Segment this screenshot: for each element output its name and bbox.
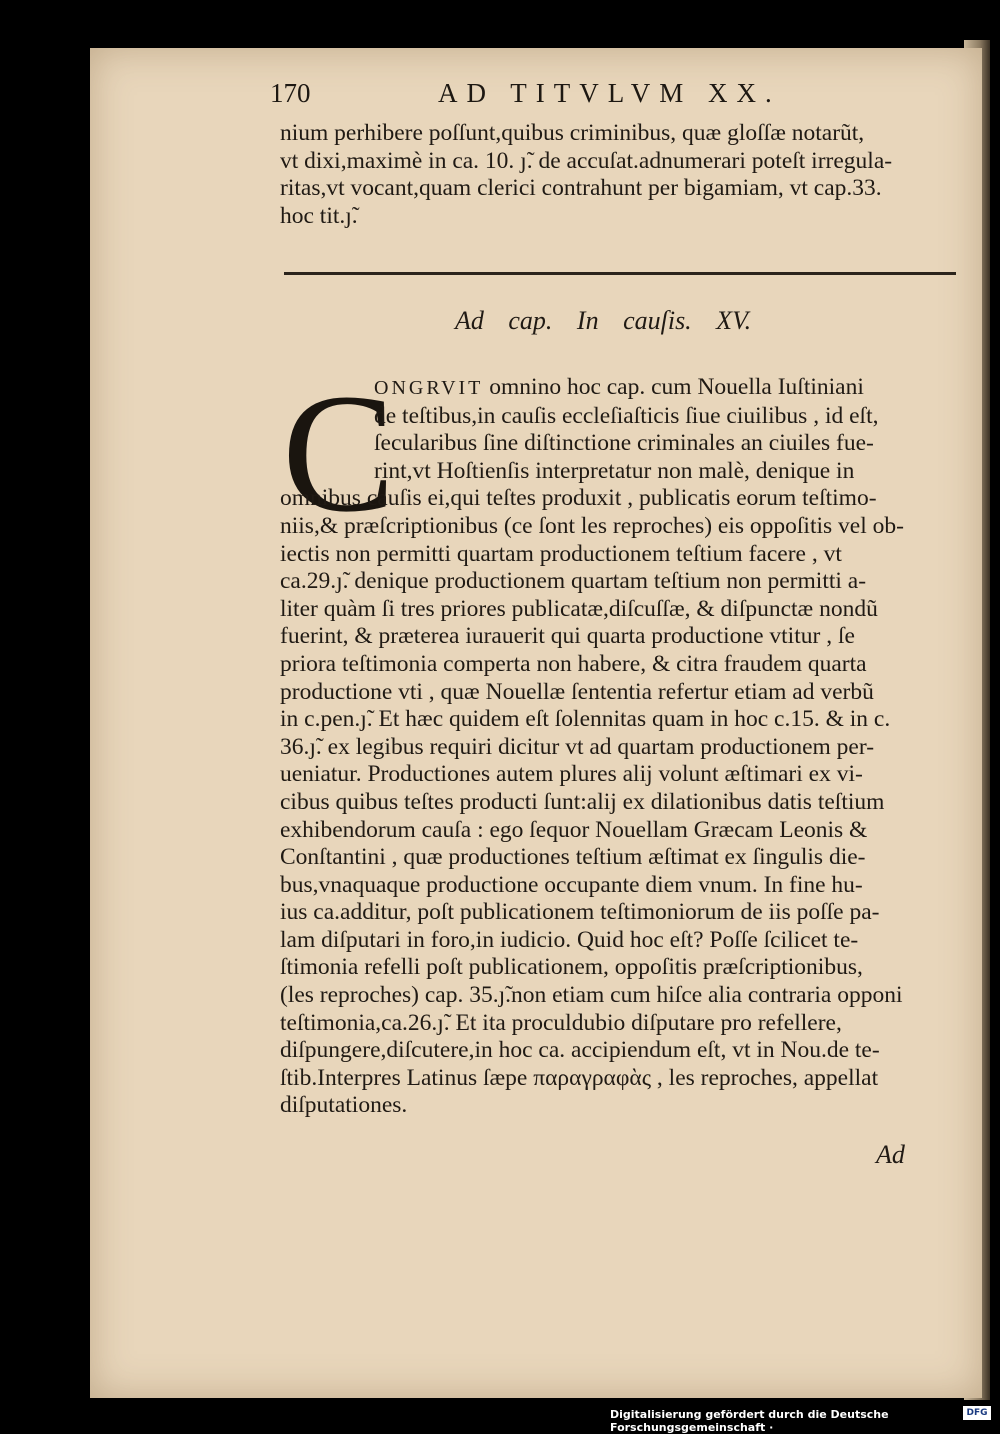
text-line: hoc tit.ȷ̃. xyxy=(280,202,358,229)
top-paragraph xyxy=(280,120,970,230)
text-line xyxy=(280,374,970,403)
text-line: 36.ȷ̃. ex legibus requiri dicitur vt ad quartam productionem per- xyxy=(280,733,875,760)
text-line: rint,vt Hoſtienſis interpretatur non malè, denique in xyxy=(374,457,855,484)
text-line: productione vti , quæ Nouellæ ſententia refertur etiam ad verbũ xyxy=(280,678,874,705)
text-line: ſtimonia refelli poſt publicationem, oppoſitis præſcriptionibus, xyxy=(280,954,863,981)
text-line: niis,& præſcriptionibus (ce ſont les reproches) eis oppoſitis vel ob- xyxy=(280,512,904,539)
text-line: priora teſtimonia comperta non habere, & citra fraudem quarta xyxy=(280,650,867,677)
text-line: ritas,vt vocant,quam clerici contrahunt per bigamiam, vt cap.33. xyxy=(280,175,882,202)
text-line: (les reproches) cap. 35.ȷ̃.non etiam cum hiſce alia contraria opponi xyxy=(280,982,903,1009)
text-line: nium perhibere poſſunt,quibus criminibus, quæ gloſſæ notarũt, xyxy=(280,120,865,146)
text-line: de teſtibus,in cauſis eccleſiaſticis ſiue ciuilibus , id eſt, xyxy=(374,402,879,429)
catchword: Ad xyxy=(876,1140,905,1169)
text-line: ſecularibus ſine diſtinctione criminales an ciuiles fue- xyxy=(374,430,874,457)
text-line: ca.29.ȷ̃. denique productionem quartam teſtium non permitti a- xyxy=(280,568,867,595)
first-word: ONGRVIT xyxy=(374,377,484,399)
text-line: ius ca.additur, poſt publicationem teſtimoniorum de iis poſſe pa- xyxy=(280,899,880,926)
main-paragraph xyxy=(280,374,970,1120)
text-line: lam diſputari in foro,in iudicio. Quid hoc eſt? Poſſe ſcilicet te- xyxy=(280,926,859,953)
text-line: exhibendorum cauſa : ego ſequor Nouellam Græcam Leonis & xyxy=(280,816,868,843)
running-head xyxy=(270,78,820,118)
text-line: bus,vnaquaque productione occupante diem vnum. In fine hu- xyxy=(280,871,863,898)
text-line: vt dixi,maximè in ca. 10. ȷ̃. de accuſat.adnumerari poteſt irregula- xyxy=(280,147,893,174)
text-line: ueniatur. Productiones autem plures alij volunt æſtimari ex vi- xyxy=(280,761,863,788)
page-number: 170 xyxy=(270,78,311,108)
text-line: teſtimonia,ca.26.ȷ̃. Et ita proculdubio diſputare pro refellere, xyxy=(280,1009,842,1036)
text-line: liter quàm ſi tres priores publicatæ,diſcuſſæ, & diſpunctæ nondũ xyxy=(280,595,878,622)
running-title: AD TITVLVM XX. xyxy=(438,78,781,108)
text-line: ſtib.Interpres Latinus ſæpe παραγραφὰς , les reproches, appellat xyxy=(280,1064,879,1091)
text-line: in c.pen.ȷ̃. Et hæc quidem eſt ſolennitas quam in hoc c.15. & in c. xyxy=(280,706,891,733)
text-line: Conſtantini , quæ productiones teſtium æſtimat ex ſingulis die- xyxy=(280,844,866,871)
text-fragment: omnino hoc cap. cum Nouella Iuſtiniani xyxy=(483,374,864,400)
section-heading: Ad cap. In cauſis. XV. xyxy=(455,306,752,335)
text-line: diſpungere,diſcutere,in hoc ca. accipiendum eſt, vt in Nou.de te- xyxy=(280,1037,880,1064)
section-rule xyxy=(284,272,956,275)
dfg-logo-icon: DFG xyxy=(963,1406,991,1420)
drop-initial: C xyxy=(282,359,396,547)
text-line: fuerint, & præterea iurauerit qui quarta productione vtitur , ſe xyxy=(280,623,855,650)
text-line: iectis non permitti quartam productionem teſtium facere , vt xyxy=(280,540,842,567)
text-line: diſputationes. xyxy=(280,1092,408,1119)
text-line: cibus quibus teſtes producti ſunt:alij ex dilationibus datis teſtium xyxy=(280,788,885,815)
text-line: omnibus cauſis ei,qui teſtes produxit , publicatis eorum teſtimo- xyxy=(280,485,877,512)
digitization-credit: Digitalisierung gefördert durch die Deutsche Forschungsgemeinschaft · xyxy=(610,1408,889,1434)
